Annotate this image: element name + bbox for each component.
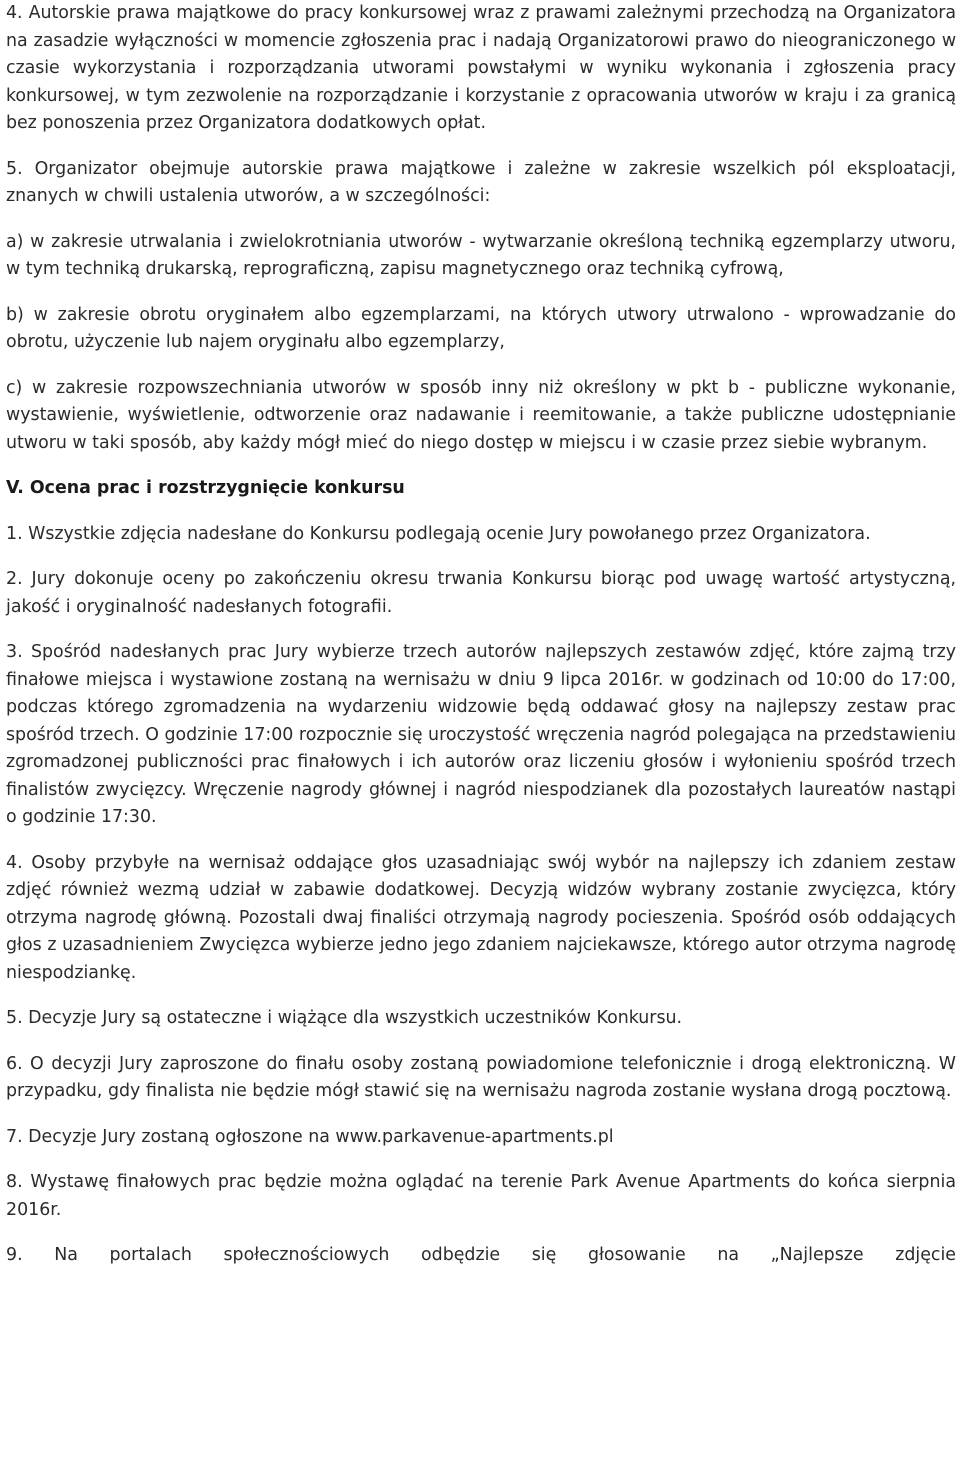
section-heading-v: V. Ocena prac i rozstrzygnięcie konkursu (6, 478, 405, 498)
paragraph-5: 5. Organizator obejmuje autorskie prawa majątkowe i zależne w zakresie wszelkich pól eksploatacji, znanych w chwili ustalenia utworów, a w szczególności: (6, 158, 956, 206)
section-v-item-1: 1. Wszystkie zdjęcia nadesłane do Konkursu podlegają ocenie Jury powołanego przez Organizatora. (6, 523, 871, 544)
section-v-item-6: 6. O decyzji Jury zaproszone do finału osoby zostaną powiadomione telefonicznie i drogą elektroniczną. W przypadku, gdy finalista nie będzie mógł stawić się na wernisażu nagroda zostanie wysłana drogą pocztową. (6, 1053, 956, 1101)
section-v-item-8: 8. Wystawę finałowych prac będzie można oglądać na terenie Park Avenue Apartments do końca sierpnia 2016r. (6, 1172, 956, 1220)
section-v-item-7: 7. Decyzje Jury zostaną ogłoszone na www.parkavenue-apartments.pl (6, 1126, 614, 1147)
section-v-item-2: 2. Jury dokonuje oceny po zakończeniu okresu trwania Konkursu biorąc pod uwagę wartość artystyczną, jakość i oryginalność nadesłanych fotografii. (6, 569, 956, 617)
paragraph-5b: b) w zakresie obrotu oryginałem albo egzemplarzami, na których utwory utrwalono - wprowadzanie do obrotu, użyczenie lub najem oryginału albo egzemplarzy, (6, 304, 956, 352)
paragraph-5c: c) w zakresie rozpowszechniania utworów w sposób inny niż określony w pkt b - publiczne wykonanie, wystawienie, wyświetlenie, odtworzenie oraz nadawanie i reemitowanie, a także publiczne udostępnianie utworu w taki sposób, aby każdy mógł mieć do niego dostęp w miejscu i w czasie przez siebie wybranym. (6, 377, 956, 453)
document-page (6, 0, 956, 1272)
section-v-item-9: 9. Na portalach społecznościowych odbędzie się głosowanie na „Najlepsze zdjęcie (6, 1245, 956, 1265)
section-v-item-4: 4. Osoby przybyłe na wernisaż oddające głos uzasadniając swój wybór na najlepszy ich zdaniem zestaw zdjęć również wezmą udział w zabawie dodatkowej. Decyzją widzów wybrany zostanie zwycięzca, który otrzyma nagrodę główną. Pozostali dwaj finaliści otrzymają nagrody pocieszenia. Spośród osób oddających głos z uzasadnieniem Zwycięzca wybierze jedno jego zdaniem najciekawsze, którego autor otrzyma nagrodę niespodziankę. (6, 852, 956, 983)
section-v-item-3: 3. Spośród nadesłanych prac Jury wybierze trzech autorów najlepszych zestawów zdjęć, które zajmą trzy finałowe miejsca i wystawione zostaną na wernisażu w dniu 9 lipca 2016r. w godzinach od 10:00 do 17:00, podczas którego zgromadzenia na wydarzeniu widzowie będą oddawać głosy na najlepszy zestaw prac spośród trzech. O godzinie 17:00 rozpocznie się uroczystość wręczenia nagród polegająca na przedstawieniu zgromadzonej publiczności prac finałowych i ich autorów oraz liczeniu głosów i wyłonieniu spośród trzech finalistów zwycięzcy. Wręczenie nagrody głównej i nagród niespodzianek dla pozostałych laureatów nastąpi o godzinie 17:30. (6, 642, 956, 827)
paragraph-5a: a) w zakresie utrwalania i zwielokrotniania utworów - wytwarzanie określoną techniką egzemplarzy utworu, w tym techniką drukarską, reprograficzną, zapisu magnetycznego oraz techniką cyfrową, (6, 231, 956, 279)
section-v-item-5: 5. Decyzje Jury są ostateczne i wiążące dla wszystkich uczestników Konkursu. (6, 1008, 683, 1028)
paragraph-4: 4. Autorskie prawa majątkowe do pracy konkursowej wraz z prawami zależnymi przechodzą na Organizatora na zasadzie wyłączności w momencie zgłoszenia prac i nadają Organizatorowi prawo do nieograniczonego w czasie wykorzystania i rozporządzania utworami powstałymi w wyniku wykonania i zgłoszenia pracy konkursowej, w tym zezwolenie na rozporządzanie i korzystanie z opracowania utworów w kraju i za granicą bez ponoszenia przez Organizatora dodatkowych opłat. (6, 3, 956, 133)
